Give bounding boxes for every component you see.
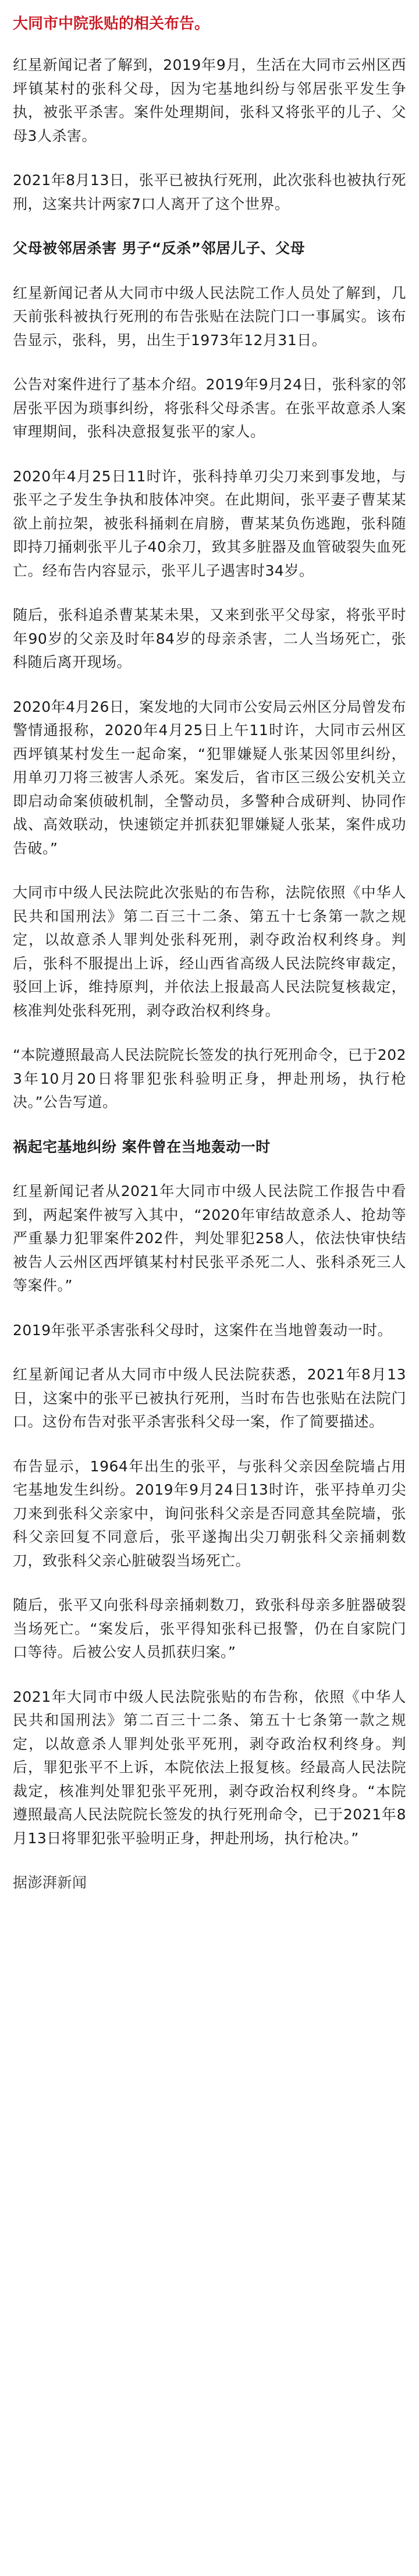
article-title: 大同市中院张贴的相关布告。 <box>13 15 210 33</box>
article-paragraph: 布告显示，1964年出生的张平，与张科父亲因垒院墙占用宅基地发生纠纷。2019年9月24日13时许，张平持单刃尖刀来到张科父亲家中，询问张科父亲是否同意其垒院墙，张科父亲回复不同意后，张平遂掏出尖刀朝张科父亲捅刺数刀，致张科父亲心脏破裂当场死亡。 <box>13 1457 406 1569</box>
article-paragraph: 2021年大同市中级人民法院张贴的布告称，依照《中华人民共和国刑法》第二百三十二条、第五十七条第一款之规定，以故意杀人罪判处张平死刑，剥夺政治权利终身。判后，罪犯张平不上诉，本院依法上报复核。经最高人民法院裁定，核准判处罪犯张平死刑，剥夺政治权利终身。“本院遵照最高人民法院院长签发的执行死刑命令，已于2021年8月13日将罪犯张平验明正身，押赴刑场，执行枪决。” <box>13 1688 406 1847</box>
article-paragraph: 红星新闻记者从2021年大同市中级人民法院工作报告中看到，两起案件被写入其中，“2020年审结故意杀人、抢劫等严重暴力犯罪案件202件，判处罪犯258人，依法快审快结被告人云州区西坪镇某村村民张平杀死二人、张科杀死三人等案件。” <box>13 1183 406 1294</box>
article-paragraph: 2020年4月25日11时许，张科持单刃尖刀来到事发地，与张平之子发生争执和肢体冲突。在此期间，张平妻子曹某某欲上前拉架，被张科捅刺在肩膀，曹某某负伤逃跑，张科随即持刀捅刺张平儿子40余刀，致其多脏器及血管破裂失血死亡。经布告内容显示，张平儿子遇害时34岁。 <box>13 467 406 579</box>
article-paragraph: 红星新闻记者了解到，2019年9月，生活在大同市云州区西坪镇某村的张科父母，因为宅基地纠纷与邻居张平发生争执，被张平杀害。案件处理期间，张科又将张平的儿子、父母3人杀害。 <box>13 56 406 144</box>
section-heading: 祸起宅基地纠纷 案件曾在当地轰动一时 <box>13 1138 271 1155</box>
article-paragraph: 2020年4月26日，案发地的大同市公安局云州区分局曾发布警情通报称，2020年4月25日上午11时许，大同市云州区西坪镇某村发生一起命案，“犯罪嫌疑人张某因邻里纠纷，用单刃刀将三被害人杀死。案发后，省市区三级公安机关立即启动命案侦破机制，全警动员，多警种合成研判、协同作战、高效联动，快速锁定并抓获犯罪嫌疑人张某，案件成功告破。” <box>13 698 406 857</box>
article-paragraph: 大同市中级人民法院此次张贴的布告称，法院依照《中华人民共和国刑法》第二百三十二条、第五十七条第一款之规定，以故意杀人罪判处张科死刑，剥夺政治权利终身。判后，张科不服提出上诉，经山西省高级人民法院终审裁定，驳回上诉，维持原判，并依法上报最高人民法院复核裁定，核准判处张科死刑，剥夺政治权利终身。 <box>13 884 406 1019</box>
article-paragraph: 2019年张平杀害张科父母时，这案件在当地曾轰动一时。 <box>13 1321 393 1339</box>
article-paragraph: 2021年8月13日，张平已被执行死刑，此次张科也被执行死刑，这案共计两家7口人离开了这个世界。 <box>13 172 406 212</box>
article-body <box>13 54 406 1850</box>
article-paragraph: “本院遵照最高人民法院院长签发的执行死刑命令，已于2023年10月20日将罪犯张科验明正身，押赴刑场，执行枪决。”公告写道。 <box>13 1046 406 1110</box>
article-source: 据澎湃新闻 <box>13 1874 87 1891</box>
section-heading: 父母被邻居杀害 男子“反杀”邻居儿子、父母 <box>13 240 306 257</box>
article-paragraph: 红星新闻记者从大同市中级人民法院工作人员处了解到，几天前张科被执行死刑的布告张贴在法院门口一事属实。该布告显示，张科，男，出生于1973年12月31日。 <box>13 284 406 349</box>
article-paragraph: 公告对案件进行了基本介绍。2019年9月24日，张科家的邻居张平因为琐事纠纷，将张科父母杀害。在张平故意杀人案审理期间，张科决意报复张平的家人。 <box>13 376 406 440</box>
article-paragraph: 随后，张平又向张科母亲捅刺数刀，致张科母亲多脏器破裂当场死亡。“案发后，张平得知张科已报警，仍在自家院门口等待。后被公安人员抓获归案。” <box>13 1596 406 1660</box>
article-paragraph: 红星新闻记者从大同市中级人民法院获悉，2021年8月13日，这案中的张平已被执行死刑，当时布告也张贴在法院门口。这份布告对张平杀害张科父母一案，作了简要描述。 <box>13 1366 406 1430</box>
article-paragraph: 随后，张科追杀曹某某未果，又来到张平父母家，将张平时年90岁的父亲及时年84岁的母亲杀害，二人当场死亡，张科随后离开现场。 <box>13 606 406 670</box>
